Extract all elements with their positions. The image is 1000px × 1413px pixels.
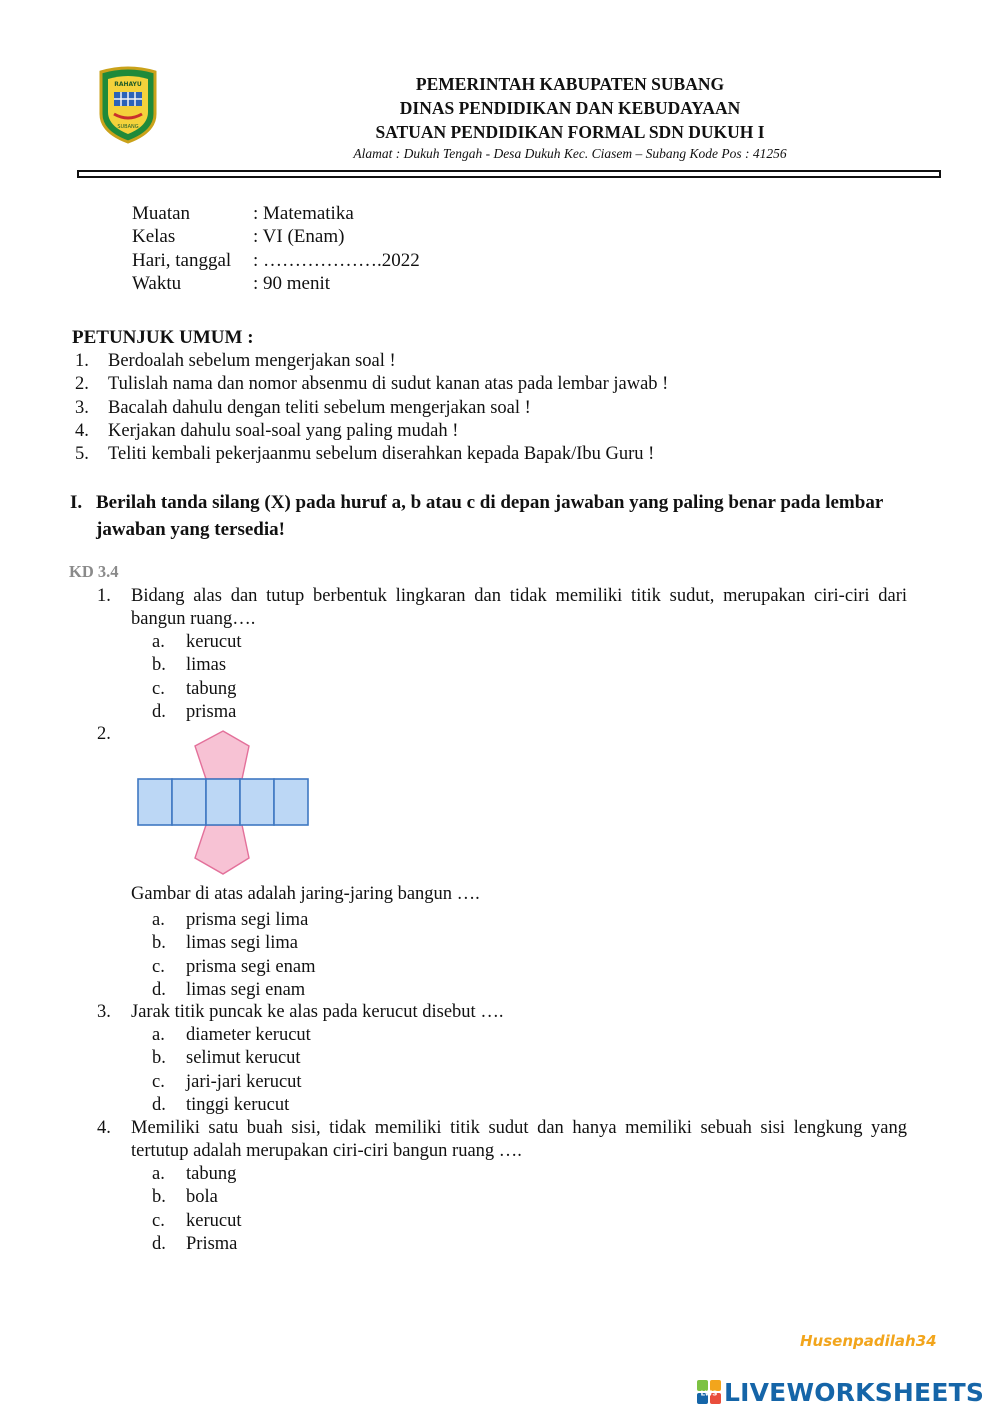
net-face-2 — [172, 779, 206, 825]
list-item-text: Berdoalah sebelum mengerjakan soal ! — [108, 351, 396, 371]
svg-text:RAHAYU: RAHAYU — [114, 81, 142, 88]
option-letter: c. — [152, 678, 165, 699]
section-number: I. — [70, 492, 83, 513]
question-2-options — [152, 909, 315, 1002]
option-letter: c. — [152, 1071, 165, 1092]
info-row-hari-tanggal — [132, 249, 420, 272]
option-d[interactable] — [152, 701, 241, 724]
question-3 — [97, 1001, 907, 1024]
list-item-text: Bacalah dahulu dengan teliti sebelum mengerjakan soal ! — [108, 397, 531, 418]
option-text: tabung — [186, 678, 237, 699]
kd-label: KD 3.4 — [69, 562, 119, 581]
option-c[interactable] — [152, 1210, 241, 1233]
info-label: Kelas — [132, 226, 176, 248]
option-a[interactable] — [152, 909, 315, 932]
section-text: Berilah tanda silang (X) pada huruf a, b atau c di depan jawaban yang paling benar pada lembar jawaban yang tersedia! — [96, 492, 883, 540]
brand-text: LIVEWORKSHEETS — [724, 1377, 985, 1407]
list-item-number: 3. — [75, 397, 89, 418]
header-line-1: PEMERINTAH KABUPATEN SUBANG — [415, 74, 725, 94]
option-text: diameter kerucut — [186, 1025, 311, 1045]
question-1 — [97, 585, 907, 632]
header-address: Alamat : Dukuh Tengah - Desa Dukuh Kec. Ciasem – Subang Kode Pos : 41256 — [353, 146, 787, 161]
option-text: tabung — [186, 1164, 237, 1184]
net-face-1 — [138, 779, 172, 825]
question-number: 3. — [97, 1002, 111, 1022]
option-c[interactable] — [152, 1071, 311, 1094]
list-item-number: 1. — [75, 351, 89, 371]
option-text: kerucut — [186, 632, 242, 652]
info-label: Muatan — [132, 203, 191, 224]
option-letter: a. — [152, 1025, 165, 1045]
option-a[interactable] — [152, 1024, 311, 1047]
option-text: Prisma — [186, 1233, 238, 1254]
instructions-list — [75, 350, 668, 466]
list-item-number: 2. — [75, 374, 89, 395]
option-text: prisma segi lima — [186, 910, 309, 930]
option-letter: b. — [152, 933, 166, 954]
option-letter: d. — [152, 979, 166, 1000]
option-text: limas segi enam — [186, 979, 306, 1000]
option-letter: b. — [152, 1048, 166, 1069]
list-item-number: 4. — [75, 420, 89, 441]
option-a[interactable] — [152, 1163, 241, 1186]
header-divider — [77, 170, 941, 178]
header-line-2: DINAS PENDIDIKAN DAN KEBUDAYAAN — [399, 98, 741, 118]
option-b[interactable] — [152, 1186, 241, 1209]
option-letter: c. — [152, 956, 165, 977]
net-face-3 — [206, 779, 240, 825]
option-b[interactable] — [152, 1047, 311, 1070]
info-value: : VI (Enam) — [253, 226, 345, 248]
option-b[interactable] — [152, 932, 315, 955]
question-4-options — [152, 1163, 241, 1256]
option-letter: d. — [152, 1233, 166, 1254]
option-text: selimut kerucut — [186, 1048, 301, 1069]
option-letter: a. — [152, 910, 165, 930]
question-number: 1. — [97, 586, 111, 606]
info-label: Waktu — [132, 272, 182, 294]
net-top-pentagon — [195, 731, 249, 779]
list-item — [75, 373, 668, 396]
header-line-3: SATUAN PENDIDIKAN FORMAL SDN DUKUH I — [375, 122, 765, 142]
question-text: Jarak titik puncak ke alas pada kerucut disebut …. — [131, 1002, 504, 1022]
svg-text:LWS: LWS — [700, 1389, 718, 1398]
info-value: : Matematika — [253, 203, 354, 224]
question-number: 4. — [97, 1118, 111, 1138]
option-letter: a. — [152, 1164, 165, 1184]
option-letter: a. — [152, 632, 165, 652]
pentagonal-prism-net-diagram — [130, 728, 320, 878]
net-face-5 — [274, 779, 308, 825]
list-item-text: Tulislah nama dan nomor absenmu di sudut kanan atas pada lembar jawab ! — [108, 374, 669, 395]
question-2-number: 2. — [97, 724, 111, 744]
option-letter: d. — [152, 1094, 166, 1115]
option-letter: d. — [152, 701, 166, 722]
option-text: limas — [186, 655, 227, 676]
option-letter: b. — [152, 655, 166, 676]
list-item — [75, 420, 668, 443]
question-2-text: Gambar di atas adalah jaring-jaring bangun …. — [131, 884, 480, 904]
section-title — [70, 489, 910, 543]
question-4 — [97, 1117, 907, 1164]
option-c[interactable] — [152, 956, 315, 979]
author-name: Husenpadilah34 — [800, 1332, 937, 1350]
question-text: Bidang alas dan tutup berbentuk lingkaran dan tidak memiliki titik sudut, merupakan ciri-ciri dari bangun ruang…. — [131, 586, 907, 630]
liveworksheets-logo-icon — [697, 1380, 721, 1404]
liveworksheets-brand[interactable] — [697, 1375, 984, 1409]
info-value: : ……………….2022 — [253, 249, 420, 271]
question-3-options — [152, 1024, 311, 1117]
option-d[interactable] — [152, 979, 315, 1002]
info-row-kelas — [132, 225, 420, 248]
option-letter: c. — [152, 1210, 165, 1231]
info-value: : 90 menit — [253, 272, 331, 294]
list-item — [75, 443, 668, 466]
list-item — [75, 397, 668, 420]
option-text: prisma — [186, 701, 237, 722]
option-d[interactable] — [152, 1094, 311, 1117]
option-text: prisma segi enam — [186, 956, 316, 977]
question-1-options — [152, 631, 241, 724]
option-letter: b. — [152, 1187, 166, 1208]
instructions-title: PETUNJUK UMUM : — [72, 327, 254, 348]
regency-logo-icon — [97, 66, 159, 144]
list-item-text: Teliti kembali pekerjaanmu sebelum diserahkan kepada Bapak/Ibu Guru ! — [108, 444, 655, 465]
list-item-text: Kerjakan dahulu soal-soal yang paling mudah ! — [108, 420, 459, 441]
option-text: bola — [186, 1187, 218, 1208]
question-text: Memiliki satu buah sisi, tidak memiliki titik sudut dan hanya memiliki sebuah sisi lengkung yang tertutup adalah merupakan ciri-ciri bangun ruang …. — [131, 1118, 907, 1162]
option-text: limas segi lima — [186, 933, 299, 954]
option-b[interactable] — [152, 654, 241, 677]
exam-info — [132, 202, 420, 295]
info-row-waktu — [132, 272, 420, 295]
net-face-4 — [240, 779, 274, 825]
option-d[interactable] — [152, 1233, 241, 1256]
option-text: jari-jari kerucut — [186, 1071, 302, 1092]
net-bottom-pentagon — [195, 825, 249, 874]
info-row-muatan — [132, 202, 420, 225]
list-item-number: 5. — [75, 444, 89, 465]
option-c[interactable] — [152, 678, 241, 701]
info-label: Hari, tanggal — [132, 249, 232, 271]
option-text: tinggi kerucut — [186, 1094, 290, 1115]
option-text: kerucut — [186, 1210, 242, 1231]
svg-text:SUBANG: SUBANG — [117, 124, 139, 130]
list-item — [75, 350, 668, 373]
option-a[interactable] — [152, 631, 241, 654]
